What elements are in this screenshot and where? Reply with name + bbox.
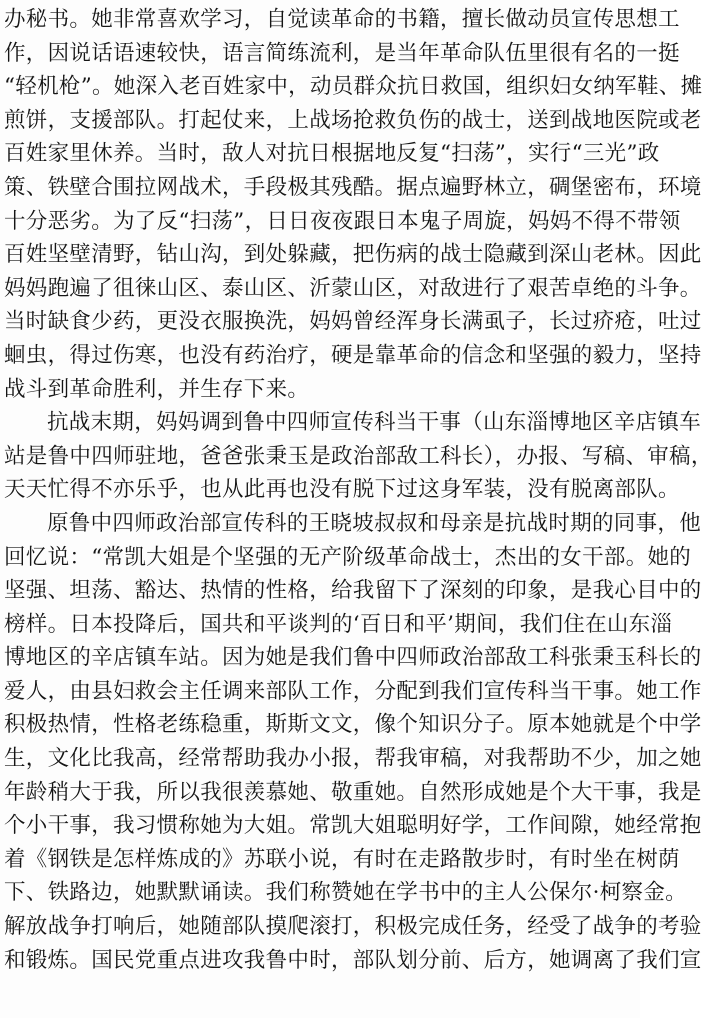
- text-line: 个小干事，我习惯称她为大姐。常凯大姐聪明好学，工作间隙，她经常抱: [4, 813, 702, 839]
- text-line: 十分恶劣。为了反“扫荡”，日日夜夜跟日本鬼子周旋，妈妈不得不带领: [4, 208, 681, 234]
- text-line: 和锻炼。国民党重点进攻我鲁中时，部队划分前、后方，她调离了我们宣: [4, 947, 702, 973]
- text-line: 作，因说话语速较快，语言简练流利，是当年革命队伍里很有名的一挺: [4, 40, 680, 66]
- text-line: 战斗到革命胜利，并生存下来。: [4, 376, 310, 402]
- text-line: 策、铁壁合围拉网战术，手段极其残酷。据点遍野林立，碉堡密布，环境: [4, 174, 702, 200]
- text-line: 站是鲁中四师驻地，爸爸张秉玉是政治部敌工科长），办报、写稿、审稿，: [4, 443, 713, 469]
- text-line: 年龄稍大于我，所以我很羡慕她、敬重她。自然形成她是个大干事，我是: [4, 779, 702, 805]
- text-line: 着《钢铁是怎样炼成的》苏联小说，有时在走路散步时，有时坐在树荫: [4, 846, 680, 872]
- text-line: 榜样。日本投降后，国共和平谈判的‘百日和平’期间，我们住在山东淄: [4, 611, 673, 637]
- body-text: [4, 3, 713, 977]
- text-line: 办秘书。她非常喜欢学习，自觉读革命的书籍，擅长做动员宣传思想工: [4, 7, 680, 32]
- paragraph-start-line: 原鲁中四师政治部宣传科的王晓坡叔叔和母亲是抗战时期的同事，他: [47, 510, 702, 536]
- text-line: 蛔虫，得过伤寒，也没有药治疗，硬是靠革命的信念和坚强的毅力，坚持: [4, 342, 702, 368]
- text-line: 下、铁路边，她默默诵读。我们称赞她在学书中的主人公保尔·柯察金。: [4, 880, 687, 906]
- text-line: 爱人，由县妇救会主任调来部队工作，分配到我们宣传科当干事。她工作: [4, 678, 702, 704]
- text-line: 回忆说：“常凯大姐是个坚强的无产阶级革命战士，杰出的女干部。她的: [4, 544, 692, 570]
- text-line: 解放战争打响后，她随部队摸爬滚打，积极完成任务，经受了战争的考验: [4, 914, 702, 940]
- text-line: 生，文化比我高，经常帮助我办小报，帮我审稿，对我帮助不少，加之她: [4, 746, 702, 772]
- text-line: 百姓家里休养。当时，敌人对抗日根据地反复“扫荡”，实行“三光”政: [4, 141, 660, 167]
- text-line: 百姓坚壁清野，钻山沟，到处躲藏，把伤病的战士隐藏到深山老林。因此: [4, 242, 702, 268]
- text-line: “轻机枪”。她深入老百姓家中，动员群众抗日救国，组织妇女纳军鞋、摊: [4, 74, 703, 100]
- text-line: 当时缺食少药，更没衣服换洗，妈妈曾经浑身长满虱子，长过疥疮，吐过: [4, 309, 702, 335]
- text-line: 坚强、坦荡、豁达、热情的性格，给我留下了深刻的印象，是我心目中的: [4, 578, 702, 604]
- text-line: 博地区的辛店镇车站。因为她是我们鲁中四师政治部敌工科张秉玉科长的: [4, 645, 702, 671]
- text-line: 积极热情，性格老练稳重，斯斯文文，像个知识分子。原本她就是个中学: [4, 712, 702, 738]
- text-line: 煎饼，支援部队。打起仗来，上战场抢救负伤的战士，送到战地医院或老: [4, 107, 702, 133]
- paragraph-start-line: 抗战末期，妈妈调到鲁中四师宣传科当干事（山东淄博地区辛店镇车: [47, 410, 702, 436]
- text-line: 天天忙得不亦乐乎，也从此再也没有脱下过这身军装，没有脱离部队。: [4, 477, 680, 503]
- text-line: 妈妈跑遍了徂徕山区、泰山区、沂蒙山区，对敌进行了艰苦卓绝的斗争。: [4, 275, 702, 301]
